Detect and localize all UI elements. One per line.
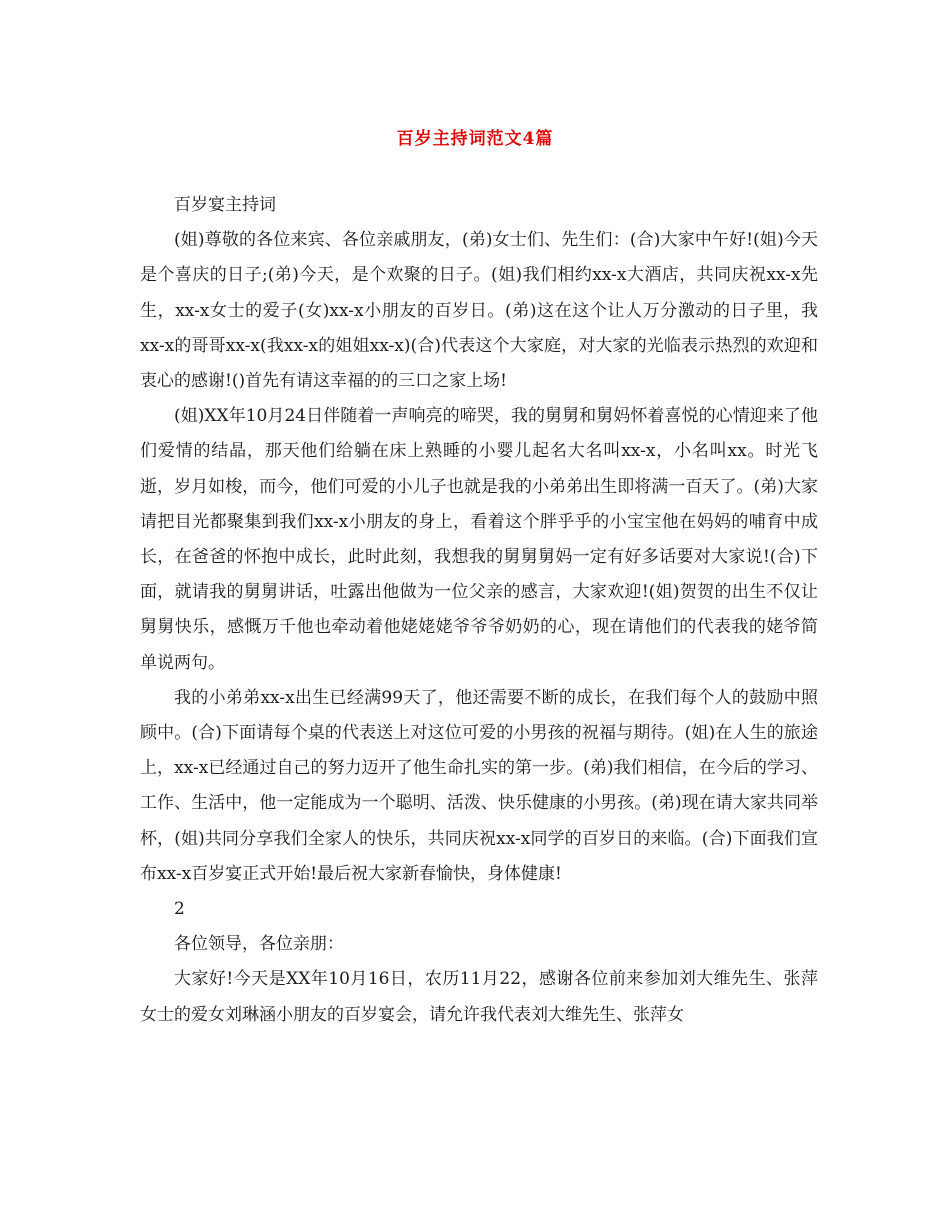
- salutation: 各位领导，各位亲朋：: [174, 934, 344, 955]
- document-title: 百岁主持词范文4篇: [396, 129, 554, 149]
- body-paragraph: (姐)XX年10月24日伴随着一声响亮的啼哭，我的舅舅和舅妈怀着喜悦的心情迎来了他们爱情的结晶，那天他们给躺在床上熟睡的小婴儿起名大名叫xx-x，小名叫xx。时光飞逝，岁月如梭，而今，他们可爱的小儿子也就是我的小弟弟出生即将满一百天了。(弟)大家请把目光都聚集到我们xx-x小朋友的身上，看着这个胖乎乎的小宝宝他在妈妈的哺育中成长，在爸爸的怀抱中成长，此时此刻，我想我的舅舅舅妈一定有好多话要对大家说!(合)下面，就请我的舅舅讲话，吐露出他做为一位父亲的感言，大家欢迎!(姐)贺贺的出生不仅让舅舅快乐，感慨万千他也牵动着他姥姥姥爷爷爷奶奶的心，现在请他们的代表我的姥爷简单说两句。: [140, 406, 818, 673]
- document-body: [140, 188, 818, 1033]
- body-paragraph: 大家好!今天是XX年10月16日，农历11月22，感谢各位前来参加刘大维先生、张萍女士的爱女刘琳涵小朋友的百岁宴会，请允许我代表刘大维先生、张萍女: [140, 969, 818, 1025]
- body-paragraph: (姐)尊敬的各位来宾、各位亲戚朋友，(弟)女士们、先生们：(合)大家中午好!(姐)今天是个喜庆的日子;(弟)今天，是个欢聚的日子。(姐)我们相约xx-x大酒店，共同庆祝xx-x先生，xx-x女士的爱子(女)xx-x小朋友的百岁日。(弟)这在这个让人万分激动的日子里，我xx-x的哥哥xx-x(我xx-x的姐姐xx-x)(合)代表这个大家庭，对大家的光临表示热烈的欢迎和衷心的感谢!()首先有请这幸福的的三口之家上场!: [140, 230, 818, 392]
- section-number: 2: [174, 899, 185, 920]
- body-paragraph: 我的小弟弟xx-x出生已经满99天了，他还需要不断的成长，在我们每个人的鼓励中照顾中。(合)下面请每个桌的代表送上对这位可爱的小男孩的祝福与期待。(姐)在人生的旅途上，xx-x已经通过自己的努力迈开了他生命扎实的第一步。(弟)我们相信，在今后的学习、工作、生活中，他一定能成为一个聪明、活泼、快乐健康的小男孩。(弟)现在请大家共同举杯，(姐)共同分享我们全家人的快乐，共同庆祝xx-x同学的百岁日的来临。(合)下面我们宣布xx-x百岁宴正式开始!最后祝大家新春愉快，身体健康!: [140, 687, 818, 884]
- section-heading: 百岁宴主持词: [174, 195, 276, 215]
